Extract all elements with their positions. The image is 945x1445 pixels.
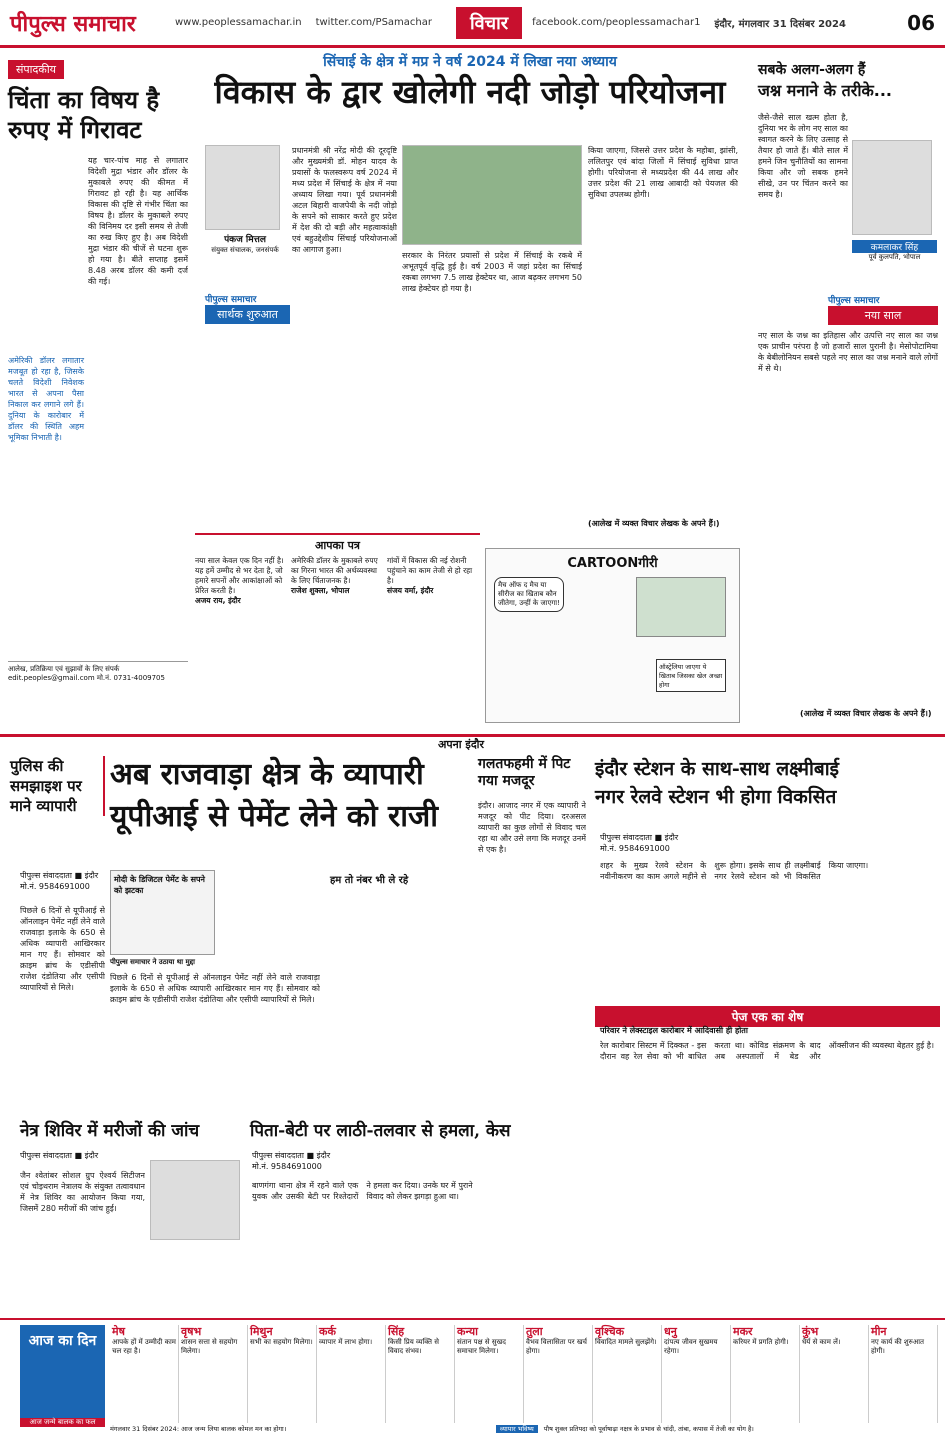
cartoon — [485, 548, 740, 723]
lead-title: विकास के द्वार खोलेगी नदी जोड़ो परियोजना — [214, 73, 726, 111]
lead-author-role: संयुक्त संचालक, जनसंपर्क — [211, 246, 279, 254]
rajwada-inset — [110, 870, 215, 955]
horoscope-footer-3: पौष शुक्ल प्रतिपदा को पूर्वाषाढ़ा नक्षत्र के प्रभाव से चांदी, तांबा, कपास में तेजी का योग है। — [543, 1425, 754, 1433]
zodiac-text: संतान पक्ष से सुखद समाचार मिलेगा। — [457, 1338, 506, 1355]
misc-title: गलतफहमी में पिट गया मजदूर — [478, 756, 571, 789]
author-photo — [205, 145, 280, 230]
zodiac-text: विवादित मामले सुलझेंगे। — [595, 1338, 657, 1346]
newyear-author: कमलाकर सिंह — [852, 240, 937, 253]
zodiac-name: वृश्चिक — [595, 1325, 625, 1338]
zodiac-text: करियर में प्रगति होगी। — [733, 1338, 789, 1346]
zodiac-sign — [800, 1325, 869, 1423]
zodiac-sign — [524, 1325, 593, 1423]
cartoon-tv — [636, 577, 726, 637]
letter-3: गांवों में विकास की नई रोशनी पहुंचाने का काम तेजी से हो रहा है। — [387, 556, 473, 585]
editorial-label: संपादकीय — [8, 60, 64, 79]
horoscope-footer-1: मंगलवार 31 दिसंबर 2024: आज जन्म लिया बालक कोमल मन का होगा। — [110, 1425, 287, 1433]
letter-2: अमेरिकी डॉलर के मुकाबले रुपए का गिरना भारत की अर्थव्यवस्था के लिए चिंताजनक है। — [291, 556, 378, 585]
logo: पीपुल्स समाचार — [10, 10, 136, 37]
editorial-body: यह चार-पांच माह से लगातार विदेशी मुद्रा भंडार और डॉलर के मुकाबले रुपए की कीमत में गिरावट हो रही है। यह आर्थिक विकास की दृष्टि से गंभीर चिंता का विषय है। डॉलर के मुकाबले रुपए की विनिमय दर इसी समय से तेजी का रुख किए हुए है। अब विदेशी मुद्रा भंडार की चीजें से घटना शुरू हो गया है। बीते सप्ताह इसमें 8.48 अरब डॉलर की कमी दर्ज की गई। — [88, 156, 188, 286]
zodiac-sign — [248, 1325, 317, 1423]
railway-title-2: नगर रेलवे स्टेशन भी होगा विकसित — [595, 786, 837, 808]
dateline: इंदौर, मंगलवार 31 दिसंबर 2024 — [714, 18, 846, 30]
section-title: विचार — [456, 7, 522, 39]
twitter-link[interactable]: twitter.com/PSamachar — [315, 17, 432, 28]
lead-badge: सार्थक शुरुआत — [205, 305, 290, 324]
lead-author: पंकज मित्तल — [224, 235, 266, 245]
editorial-title: चिंता का विषय है रुपए में गिरावट — [8, 85, 160, 144]
rajwada-subhead: हम तो नंबर भी ले रहे — [330, 875, 409, 886]
zodiac-text: सभी का सहयोग मिलेगा। — [250, 1338, 313, 1346]
canal-photo — [402, 145, 582, 245]
editorial-section — [8, 58, 188, 718]
zodiac-sign — [386, 1325, 455, 1423]
zodiac-name: सिंह — [388, 1325, 405, 1338]
lead-note: (आलेख में व्यक्त विचार लेखक के अपने हैं।) — [588, 519, 720, 528]
cartoon-bubble: मैच ऑफ द मैच या सीरीज का खिताब कौन जीतेगा, उन्हीं के जाएगा! — [494, 577, 564, 612]
zodiac-sign — [869, 1325, 938, 1423]
zodiac-name: मकर — [733, 1325, 753, 1338]
rajwada-title-1: अब राजवाड़ा क्षेत्र के व्यापारी — [110, 757, 424, 792]
zodiac-text: वैभव विलासिता पर खर्च होगा। — [526, 1338, 588, 1355]
rajwada-body-2: पिछले 6 दिनों से यूपीआई से ऑनलाइन पेमेंट नहीं लेने वाले राजवाड़ा इलाके के 650 से अधिक व्यापारी आखिरकार मान गए हैं। सोमवार को क्राइम ब्रांच के एडीसीपी राजेश दंडोतिया और एसीपी व्यापारियों से मिले। — [110, 973, 320, 1004]
zodiac-text: शासन सत्ता से सहयोग मिलेगा। — [181, 1338, 238, 1355]
zodiac-sign — [317, 1325, 386, 1423]
newyear-note: (आलेख में व्यक्त विचार लेखक के अपने हैं।) — [800, 709, 932, 718]
newyear-body: जैसे-जैसे साल खत्म होता है, दुनिया भर के लोग नए साल का स्वागत करने के लिए उत्साह से तैयार हो जाते हैं। बीते साल में हमने जिन चुनौतियों का सामना किया और जो सबक हमने सीखे, उन पर चिंतन करने का समय है। — [758, 113, 848, 199]
zodiac-text: व्यापार में लाभ होगा। — [319, 1338, 373, 1346]
masthead — [0, 0, 945, 48]
lead-body-3: किया जाएगा, जिससे उत्तर प्रदेश के महोबा, झांसी, ललितपुर एवं बांदा जिलों में सिंचाई सुविधा प्राप्त होगी। परियोजना से मध्यप्रदेश की 44 लाख और उत्तर प्रदेश की 21 लाख आबादी को पेयजल की सुविधा उपलब्ध होगी। — [588, 146, 738, 199]
horoscope-label: आज का दिन — [20, 1325, 105, 1420]
zodiac-name: मेष — [112, 1325, 125, 1338]
zodiac-name: कर्क — [319, 1325, 336, 1338]
zodiac-text: किसी प्रिय व्यक्ति से विवाद संभव। — [388, 1338, 440, 1355]
apna-label: अपना इंदौर — [430, 737, 492, 752]
lead-body-1: प्रधानमंत्री श्री नरेंद्र मोदी की दूरदृष्टि और मुख्यमंत्री डॉ. मोहन यादव के प्रयासों के फलस्वरूप वर्ष 2024 में मध्य प्रदेश में सिंचाई के क्षेत्र में नया अध्याय लिखा गया। पूर्व प्रधानमंत्री अटल बिहारी वाजपेयी के नदी जोड़ो के सपने को साकार करते हुए प्रदेश में देश की दो बड़ी और महत्वाकांक्षी एवं बहुउद्देशीय सिंचाई परियोजनाओं का आगाज हुआ। — [292, 146, 397, 254]
lead-body-2: सरकार के निरंतर प्रयासों से प्रदेश में सिंचाई के रकबे में अभूतपूर्व वृद्धि हुई है। वर्ष 2003 में जहां प्रदेश का सिंचाई रकबा लगभग 7.5 लाख हेक्टेयर था, आज बढ़कर लगभग 50 लाख हेक्टेयर हो गया है। — [402, 251, 582, 293]
attack-body: बाणगंगा थाना क्षेत्र में रहने वाले एक युवक और उसकी बेटी पर रिश्तेदारों ने हमला कर दिया। उनके घर में पुराने विवाद को लेकर झगड़ा हुआ था। — [252, 1181, 473, 1201]
zodiac-name: तुला — [526, 1325, 543, 1338]
attack-byline: पीपुल्स संवाददाता ■ इंदौर — [252, 1151, 331, 1160]
attack-title: पिता-बेटी पर लाठी-तलवार से हमला, केस — [250, 1121, 511, 1141]
zodiac-sign — [179, 1325, 248, 1423]
letter-1-sign: अजय राय, इंदौर — [195, 596, 241, 605]
newyear-brand: पीपुल्स समाचार — [828, 296, 880, 306]
railway-title-1: इंदौर स्टेशन के साथ-साथ लक्ष्मीबाई — [595, 758, 840, 780]
cartoon-title: CARTOONगीरी — [567, 556, 658, 571]
letter-3-sign: संजय वर्मा, इंदौर — [387, 586, 434, 595]
editorial-footer: आलेख, प्रतिक्रिया एवं सुझावों के लिए संपर्क edit.peoples@gmail.com मो.नं. 0731-4009705 — [8, 661, 188, 683]
newyear-body-2: नए साल के जश्न का इतिहास और उत्पत्ति नए साल का जश्न एक प्राचीन परंपरा है जो हजारों साल पुरानी है। मेसोपोटामिया के बेबीलोनियन सबसे पहले नए साल का जश्न मनाने वाले लोगों में से थे। — [758, 331, 938, 373]
horoscope-divider — [0, 1318, 945, 1320]
horoscope-footer-2: व्यापार भविष्य — [496, 1425, 538, 1433]
letter-1: नया साल केवल एक दिन नहीं है। यह हमें उम्मीद से भर देता है, जो हमारे सपनों और आकांक्षाओं को प्रेरित करती है। — [195, 556, 284, 595]
railway-byline: पीपुल्स संवाददाता ■ इंदौर — [600, 833, 679, 842]
misc-body: इंदौर। आजाद नगर में एक व्यापारी ने मजदूर को पीट दिया। दरअसल व्यापारी का कुछ लोगों से विवाद चल रहा था और उसे लगा कि मजदूर उनमें से एक है। — [478, 801, 586, 854]
shesh-subhead: परिवार ने लेक्स्टाइल कारोबार में आदिवासी ही होता — [600, 1026, 748, 1035]
eyecamp-byline: पीपुल्स संवाददाता ■ इंदौर — [20, 1151, 99, 1160]
zodiac-name: धनु — [664, 1325, 677, 1338]
attack-phone: मो.नं. 9584691000 — [252, 1162, 322, 1171]
eyecamp-title: नेत्र शिविर में मरीजों की जांच — [20, 1121, 200, 1141]
letters-title: आपका पत्र — [315, 539, 360, 552]
rajwada-body: पिछले 6 दिनों से यूपीआई से ऑनलाइन पेमेंट नहीं लेने वाले राजवाड़ा इलाके के 650 से अधिक व्यापारी आखिरकार मान गए हैं। सोमवार को क्राइम ब्रांच के एडीसीपी राजेश दंडोतिया और एसीपी व्यापारियों से मिले। — [20, 906, 105, 992]
letter-2-sign: राजेश शुक्ला, भोपाल — [291, 586, 350, 595]
zodiac-sign — [731, 1325, 800, 1423]
lead-brand: पीपुल्स समाचार — [205, 295, 257, 305]
zodiac-sign — [110, 1325, 179, 1423]
lead-kicker: सिंचाई के क्षेत्र में मप्र ने वर्ष 2024 में लिखा नया अध्याय — [323, 54, 617, 70]
zodiac-text: आपके हों में उम्मीदी काम चल रहा है। — [112, 1338, 176, 1355]
eyecamp-photo — [150, 1160, 240, 1240]
zodiac-name: कन्या — [457, 1325, 478, 1338]
railway-body: शहर के मुख्य रेलवे स्टेशन के नवीनीकरण का काम अगले महीने से शुरू होगा। इसके साथ ही लक्ष्मीबाई नगर रेलवे स्टेशन को भी विकसित किया जाएगा। — [600, 861, 869, 881]
newyear-badge: नया साल — [828, 306, 938, 325]
zodiac-name: मिथुन — [250, 1325, 273, 1338]
eyecamp-body: जैन श्वेतांबर सोशल ग्रुप ऐश्वर्य सिटीजन एवं चोइथराम नेत्रालय के संयुक्त तत्वावधान में नेत्र शिविर का आयोजन किया गया, जिसमें 280 मरीजों की जांच हुई। — [20, 1171, 145, 1213]
newyear-kicker: सबके अलग-अलग हैं — [758, 62, 866, 78]
newyear-role: पूर्व कुलपति, भोपाल — [868, 253, 921, 261]
rajwada-caption: पीपुल्स समाचार ने उठाया था मुद्दा — [110, 958, 195, 966]
zodiac-sign — [593, 1325, 662, 1423]
newyear-author-photo — [852, 140, 932, 235]
rajwada-phone: मो.नं. 9584691000 — [20, 882, 90, 891]
newyear-title: जश्न मनाने के तरीके... — [758, 81, 892, 100]
site-link[interactable]: www.peoplessamachar.in — [175, 17, 302, 28]
facebook-link[interactable]: facebook.com/peoplessamachar1 — [532, 17, 701, 28]
rajwada-byline: पीपुल्स संवाददाता ■ इंदौर — [20, 871, 99, 880]
page-number: 06 — [907, 10, 935, 35]
editorial-pullquote: अमेरिकी डॉलर लगातार मजबूत हो रहा है, जिसके चलते विदेशी निवेशक भारत से अपना पैसा निकाल कर लगाने लगे हैं। दुनिया के कारोबार में डॉलर की स्थिति अहम भूमिका निभाती है। — [8, 356, 84, 442]
shesh-title: पेज एक का शेष — [595, 1006, 940, 1027]
railway-phone: मो.नं. 9584691000 — [600, 844, 670, 853]
rajwada-side: पुलिस की समझाइश पर माने व्यापारी — [10, 756, 105, 816]
zodiac-name: वृषभ — [181, 1325, 202, 1338]
zodiac-text: धैर्य से काम लें। — [802, 1338, 841, 1346]
zodiac-text: दांपत्य जीवन सुखमय रहेगा। — [664, 1338, 718, 1355]
zodiac-name: मीन — [871, 1325, 887, 1338]
horoscope-sub: आज जन्मे बालक का फल — [20, 1418, 105, 1427]
zodiac-sign — [455, 1325, 524, 1423]
zodiac-sign — [662, 1325, 731, 1423]
cartoon-caption: ऑस्ट्रेलिया जाएगा ये खिताब जिसका खेल अच्छा होगा — [656, 659, 726, 692]
zodiac-name: कुंभ — [802, 1325, 819, 1338]
shesh-body: रेल कारोबार सिस्टम में दिक्कत - इस दौरान वह रेल सेवा को भी बाधित करता था। कोविड संक्रमण के बाद अब अस्पतालों में बेड और ऑक्सीजन की व्यवस्था बेहतर हुई है। — [600, 1041, 935, 1061]
rajwada-title-2: यूपीआई से पेमेंट लेने को राजी — [110, 799, 439, 834]
rajwada-inset-text: मोदी के डिजिटल पेमेंट के सपने को झटका — [114, 875, 205, 895]
zodiac-text: नए कार्य की शुरुआत होगी। — [871, 1338, 924, 1355]
horoscope-footer — [110, 1425, 940, 1433]
